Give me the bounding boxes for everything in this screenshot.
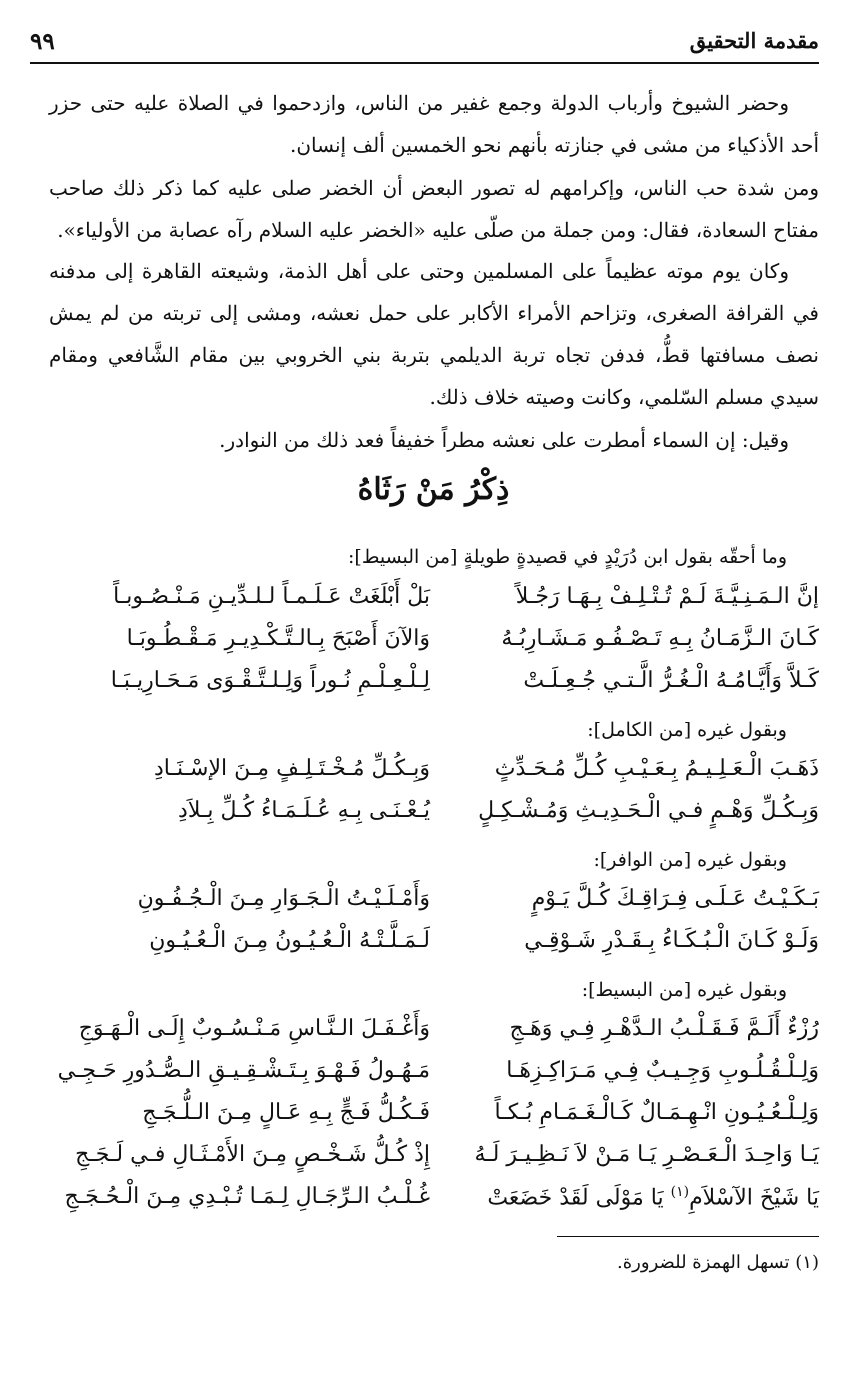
page-number: ٩٩: [30, 28, 55, 55]
verse-line: [50, 1142, 819, 1184]
verse-second-hemistich: لِـلْـعِـلْـمِ نُـوراً وَلِـلـتَّـقْـوَى مَـحَـارِيـبَـا: [110, 668, 430, 693]
verse-line: [50, 668, 819, 710]
verse-second-hemistich: وَأَغْـفَـلَ الـنَّـاسِ مَـنْـسُـوبٌ إِلَـى الْـهَـوَجِ: [78, 1016, 430, 1041]
verse-line: [50, 886, 819, 928]
verse-second-hemistich: إِذْ كُـلُّ شَـخْـصٍ مِـنَ الأَمْـثَـالِ فـي لَـجَـجِ: [75, 1142, 430, 1167]
poem-intro: وبقول غيره [من البسيط]:: [581, 979, 787, 1001]
verse-first-hemistich: يَـا وَاحِـدَ الْـعَـصْـرِ يَـا مَـنْ لاَ نَـظِـيـرَ لَـهُ: [474, 1142, 819, 1167]
verse-text: يَا شَيْخَ الآسْلاَمِ: [689, 1185, 819, 1211]
verse-second-hemistich: وَأَمْـلَـيْـتُ الْـجَـوَارِ مِـنَ الْـجُـفُـونِ: [137, 886, 430, 911]
poem-intro: وبقول غيره [من الوافر]:: [593, 849, 787, 871]
verse-line: [50, 756, 819, 798]
verse-second-hemistich: وَالآنَ أَصْبَحَ بِـالـتَّـكْـدِيـرِ مَـقْـطُـوبَـا: [126, 626, 430, 651]
verse-first-hemistich: وَلِـلْـقُـلُـوبِ وَجِـيـبٌ فِـي مَـرَاكِـزِهَـا: [506, 1058, 819, 1083]
verse-first-hemistich: ذَهَـبَ الْـعَـلِـيـمُ بِـعَـيْـبِ كُـلِّ مُـحَـدِّثٍ: [494, 756, 819, 781]
verse-line: [50, 1058, 819, 1100]
verse-second-hemistich: فَـكُـلُّ فَـجٍّ بِـهِ عَـالٍ مِـنَ الـلُّـجَـجِ: [142, 1100, 430, 1125]
verse-line: [50, 626, 819, 668]
verse-second-hemistich: غُـلْـبُ الـرِّجَـالِ لِـمَـا تُـبْـدِي مِـنَ الْـحُـجَـجِ: [64, 1184, 430, 1209]
paragraph-funeral: وحضر الشيوخ وأرباب الدولة وجمع غفير من الناس، وازدحموا في الصلاة عليه حتى حزر أحد الأذكياء من مشى في جنازته بأنهم نحو الخمسين ألف إنسان.: [49, 91, 819, 157]
verse-second-hemistich: لَـمَـلَّـتْـهُ الْـعُـيُـونُ مِـنَ الْـعُـيُـونِ: [149, 928, 430, 953]
footnote-separator: [557, 1236, 819, 1237]
paragraph-khidr: ومن شدة حب الناس، وإكرامهم له تصور البعض أن الخضر صلى عليه كما ذكر ذلك صاحب مفتاح السعادة، فقال: ومن جملة من صلّى عليه «الخضر عليه السلام رآه عصابة من الأولياء».: [49, 176, 819, 242]
verse-first-hemistich: كَـلاَّ وَأَيَّـامُـهُ الْـغُـرُّ الَّـتـي جُـعِـلَـتْ: [523, 668, 819, 693]
verse-second-hemistich: بَلْ أَبْلَغَتْ عَـلَـمـاً لـلـدِّيـنِ مَـنْـصُـوبـاً: [113, 584, 430, 609]
verse-first-hemistich: رُزْءٌ أَلَـمَّ فَـقَـلْـبُ الـدَّهْـرِ فِـي وَهَـجِ: [509, 1016, 819, 1041]
verse-second-hemistich: مَـهُـولُ فَـهْـوَ بِـتَـشْـقِـيـقِ الـصُّـدُورِ حَـجِـي: [57, 1058, 430, 1083]
verse-line: [50, 584, 819, 626]
verse-first-hemistich: بَـكَـيْـتُ عَـلَـى فِـرَاقِـكَ كُـلَّ يَـوْمٍ: [531, 886, 819, 911]
verse-first-hemistich: وَلَـوْ كَـانَ الْـبُـكَـاءُ بِـقَـدْرِ شَـوْقِـي: [524, 928, 819, 953]
footnote: (١) تسهل الهمزة للضرورة.: [617, 1252, 819, 1273]
poem-intro: وما أحقّه بقول ابن دُرَيْدٍ في قصيدةٍ طويلةٍ [من البسيط]:: [348, 546, 787, 568]
paragraph-rain: وقيل: إن السماء أمطرت على نعشه مطراً خفيفاً فعد ذلك من النوادر.: [219, 428, 789, 452]
section-heading: ذِكْرُ مَنْ رَثَاهُ: [357, 472, 510, 507]
verse-line: [50, 798, 819, 840]
verse-text: يَا مَوْلَى لَقَدْ خَضَعَتْ: [487, 1185, 671, 1211]
footnote-marker[interactable]: (١): [670, 1184, 690, 1200]
running-title: مقدمة التحقيق: [689, 28, 819, 53]
poem-intro: وبقول غيره [من الكامل]:: [587, 719, 787, 741]
verse-line: [50, 1100, 819, 1142]
verse-second-hemistich: وَبِـكُـلِّ مُـخْـتَـلِـفٍ مِـنَ الإسْـنَـادِ: [154, 756, 430, 781]
verse-line: [50, 1016, 819, 1058]
verse-first-hemistich: كَـانَ الـزَّمَـانُ بِـهِ تَـصْـفُـو مَـشَـارِبُـهُ: [501, 626, 819, 651]
verse-first-hemistich: وَلِـلْـعُـيُـونِ انْـهِـمَـالٌ كَـالْـغَـمَـامِ بُـكـاً: [494, 1100, 819, 1125]
verse-line: [50, 928, 819, 970]
verse-second-hemistich: يُـعْـنَـى بِـهِ عُـلَـمَـاءُ كُـلِّ بِـلاَدِ: [178, 798, 430, 823]
verse-first-hemistich: وَبِـكُـلِّ وَهْـمٍ فـي الْـحَـدِيـثِ وَمُـشْـكِـلٍ: [478, 798, 819, 823]
paragraph-burial: وكان يوم موته عظيماً على المسلمين وحتى على أهل الذمة، وشيعته القاهرة إلى مدفنه في القرافة الصغرى، وتزاحم الأمراء الأكابر على حمل نعشه، ومشى إلى تربته من لم يمش نصف مسافتها قطُّ، فدفن تجاه تربة الديلمي بتربة بني الخروبي بين مقام الشَّافعي ومقام سيدي مسلم السّلمي، وكانت وصيته خلاف ذلك.: [49, 259, 819, 409]
verse-first-hemistich: إنَّ الـمَـنِـيَّـةَ لَـمْ تُـتْـلِـفْ بِـهَـا رَجُـلاً: [515, 584, 819, 609]
verse-first-hemistich: [439, 1184, 819, 1210]
page-header: [30, 28, 819, 64]
verse-line: [50, 1184, 819, 1226]
